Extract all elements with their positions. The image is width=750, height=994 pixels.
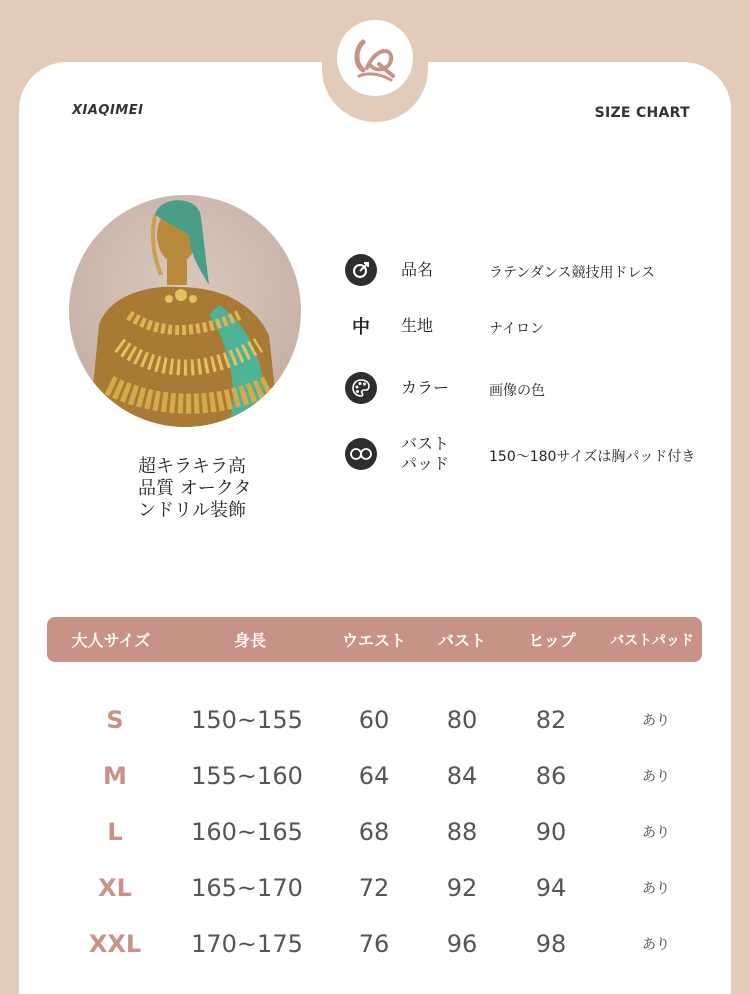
size-cell: M — [103, 762, 127, 790]
brand-logo — [337, 20, 413, 96]
height-cell: 170~175 — [191, 930, 303, 958]
bust-pad-cell: あり — [642, 881, 670, 897]
waist-cell: 76 — [358, 930, 390, 958]
size-cell: XXL — [88, 930, 142, 958]
spec-row-fabric — [345, 310, 545, 342]
spec-label: カラー — [401, 378, 450, 397]
table-row — [0, 700, 750, 740]
bust-pad-cell: あり — [642, 937, 670, 953]
table-row — [0, 756, 750, 796]
bust-cell: 80 — [446, 706, 478, 734]
spec-label-line: パッド — [401, 454, 450, 473]
bust-cell: 88 — [446, 818, 478, 846]
palette-icon — [345, 372, 377, 404]
spec-row-name — [345, 254, 656, 286]
caption-line: ンドリル装飾 — [138, 500, 246, 521]
header-bust: バスト — [437, 631, 486, 650]
hip-cell: 94 — [535, 874, 567, 902]
size-cell: XL — [98, 874, 132, 902]
brand-name: XIAQIMEI — [72, 103, 144, 118]
size-cell: S — [106, 706, 124, 734]
size-cell: L — [107, 818, 123, 846]
header-bust-pad: バストパッド — [610, 632, 694, 649]
brand-logo-icon — [345, 28, 405, 88]
spec-value: ナイロン — [489, 321, 545, 337]
spec-row-bust-pad — [345, 434, 696, 473]
spec-label-line: バスト — [401, 434, 450, 453]
content-card — [19, 62, 731, 994]
height-cell: 165~170 — [191, 874, 303, 902]
scissors-icon — [345, 254, 377, 286]
spec-label: 生地 — [401, 316, 434, 335]
height-cell: 160~165 — [191, 818, 303, 846]
spec-label — [401, 434, 449, 474]
header-adult-size: 大人サイズ — [71, 631, 151, 650]
bust-pad-cell: あり — [642, 769, 670, 785]
hip-cell: 90 — [535, 818, 567, 846]
caption-line: 超キラキラ高 — [138, 456, 246, 477]
spec-value: 150〜180サイズは胸パッド付き — [489, 449, 696, 465]
table-row — [0, 812, 750, 852]
mannequin-dress-image — [69, 195, 301, 427]
page-title: SIZE CHART — [594, 105, 690, 121]
header-waist: ウエスト — [341, 631, 406, 650]
spec-label: 品名 — [401, 260, 434, 279]
hip-cell: 82 — [535, 706, 567, 734]
hip-cell: 86 — [535, 762, 567, 790]
waist-cell: 68 — [358, 818, 390, 846]
table-row — [0, 868, 750, 908]
spec-value: ラテンダンス競技用ドレス — [489, 265, 656, 281]
bust-pad-cell: あり — [642, 825, 670, 841]
waist-cell: 60 — [358, 706, 390, 734]
height-cell: 150~155 — [191, 706, 303, 734]
waist-cell: 72 — [358, 874, 390, 902]
spec-value: 画像の色 — [489, 383, 545, 399]
bra-pad-icon — [345, 438, 377, 470]
bust-cell: 84 — [446, 762, 478, 790]
product-caption — [138, 456, 278, 522]
header-height: 身長 — [233, 631, 266, 650]
hip-cell: 98 — [535, 930, 567, 958]
size-table-header — [47, 617, 702, 662]
bust-cell: 96 — [446, 930, 478, 958]
bust-cell: 92 — [446, 874, 478, 902]
product-photo — [69, 195, 301, 427]
spec-row-color — [345, 372, 545, 404]
fabric-icon: 中 — [352, 317, 370, 338]
caption-line: 品質 オークタ — [138, 478, 252, 499]
header-hip: ヒップ — [528, 631, 576, 650]
table-row — [0, 924, 750, 964]
bust-pad-cell: あり — [642, 713, 670, 729]
waist-cell: 64 — [358, 762, 390, 790]
height-cell: 155~160 — [191, 762, 303, 790]
